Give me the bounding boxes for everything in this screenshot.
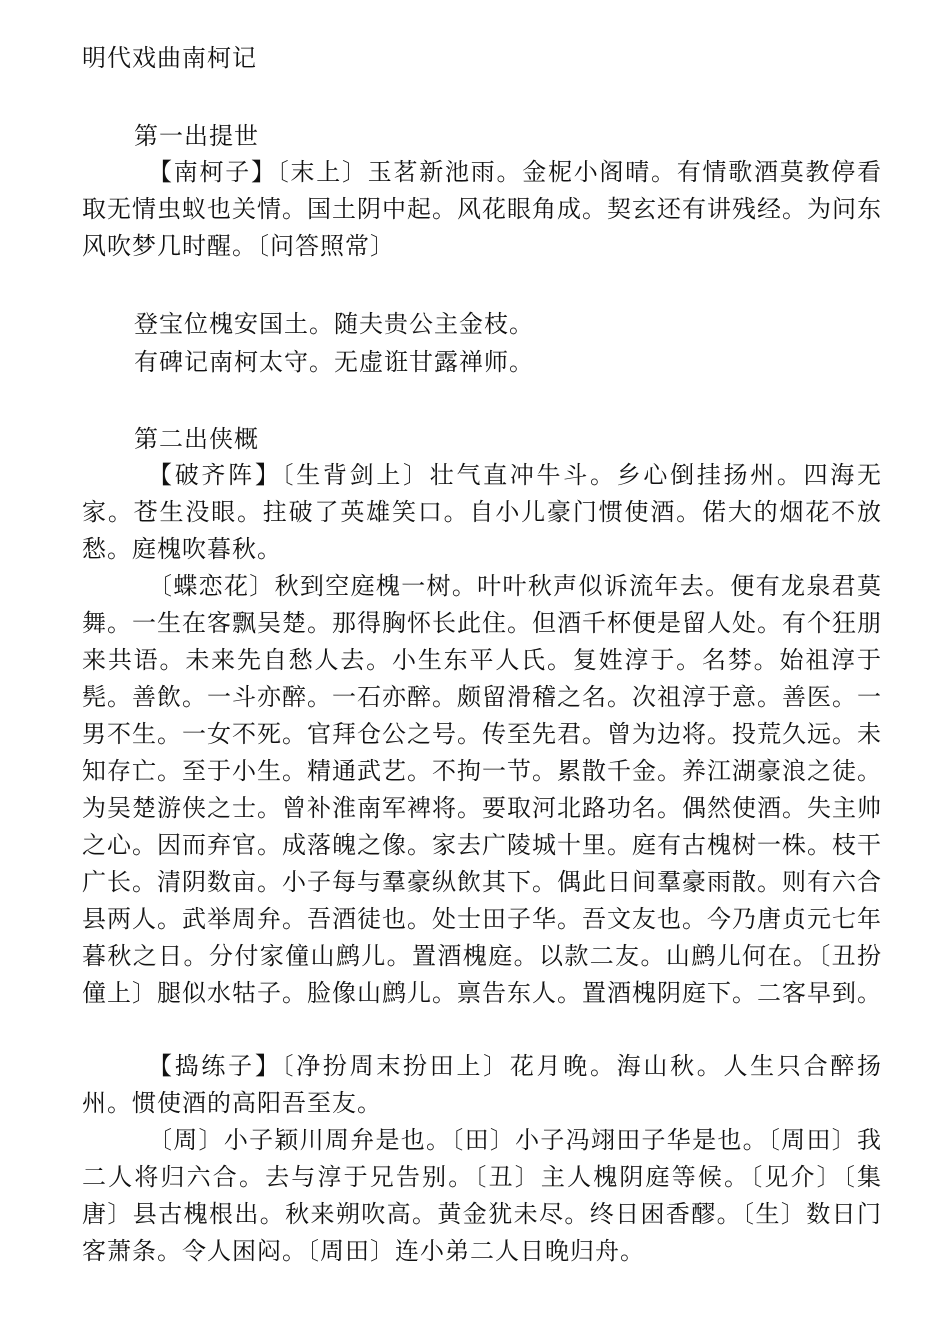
spacer [82, 381, 882, 421]
section-act-2 [82, 421, 882, 1012]
paragraph: 【南柯子】〔末上〕玉茗新池雨。金柅小阁晴。有情歌酒莫教停看取无情虫蚁也关情。国土阴中起。风花眼角成。契玄还有讲残经。为问东风吹梦几时醒。〔问答照常〕 [82, 158, 882, 260]
spacer [82, 265, 882, 305]
section-heading: 第一出提世 [134, 122, 259, 150]
spacer [82, 1012, 882, 1048]
paragraph: 【捣练子】〔净扮周末扮田上〕花月晚。海山秋。人生只合醉扬州。惯使酒的高阳吾至友。 [82, 1052, 882, 1117]
section-act-2-continued [82, 1048, 882, 1270]
document-page [82, 40, 882, 1270]
paragraph: 〔周〕小子颖川周弁是也。〔田〕小子冯翊田子华是也。〔周田〕我二人将归六合。去与淳于兄告别。〔丑〕主人槐阴庭等候。〔见介〕〔集唐〕县古槐根出。秋来朔吹高。黄金犹未尽。终日困香醪。〔生〕数日门客萧条。令人困闷。〔周田〕连小弟二人日晚归舟。 [82, 1126, 882, 1265]
section-act-1 [82, 118, 882, 381]
section-heading: 第二出侠概 [134, 425, 259, 453]
paragraph: 【破齐阵】〔生背剑上〕壮气直冲牛斗。乡心倒挂扬州。四海无家。苍生没眼。拄破了英雄笑口。自小儿豪门惯使酒。偌大的烟花不放愁。庭槐吹暮秋。 [82, 461, 882, 563]
paragraph: 〔蝶恋花〕秋到空庭槐一树。叶叶秋声似诉流年去。便有龙泉君莫舞。一生在客飘吴楚。那得胸怀长此住。但酒千杯便是留人处。有个狂朋来共语。未来先自愁人去。小生东平人氏。复姓淳于。名棼。始祖淳于髡。善飲。一斗亦醉。一石亦醉。颇留滑稽之名。次祖淳于意。善医。一男不生。一女不死。官拜仓公之号。传至先君。曾为边将。投荒久远。未知存亡。至于小生。精通武艺。不拘一节。累散千金。养江湖豪浪之徒。为吴楚游侠之士。曾补淮南军裨将。要取河北路功名。偶然使酒。失主帅之心。因而弃官。成落魄之像。家去广陵城十里。庭有古槐树一株。枝干广长。清阴数亩。小子每与羣豪纵飲其下。偶此日间羣豪雨散。则有六合县两人。武举周弁。吾酒徒也。处士田子华。吾文友也。今乃唐贞元七年暮秋之日。分付家僮山鹧儿。置酒槐庭。以款二友。山鹧儿何在。〔丑扮僮上〕腿似水牯子。脸像山鹧儿。禀告东人。置酒槐阴庭下。二客早到。 [82, 572, 882, 1007]
verse-line: 有碑记南柯太守。无虚诳甘露禅师。 [134, 348, 534, 376]
document-title: 明代戏曲南柯记 [82, 44, 257, 72]
verse-line: 登宝位槐安国土。随夫贵公主金枝。 [134, 310, 534, 338]
